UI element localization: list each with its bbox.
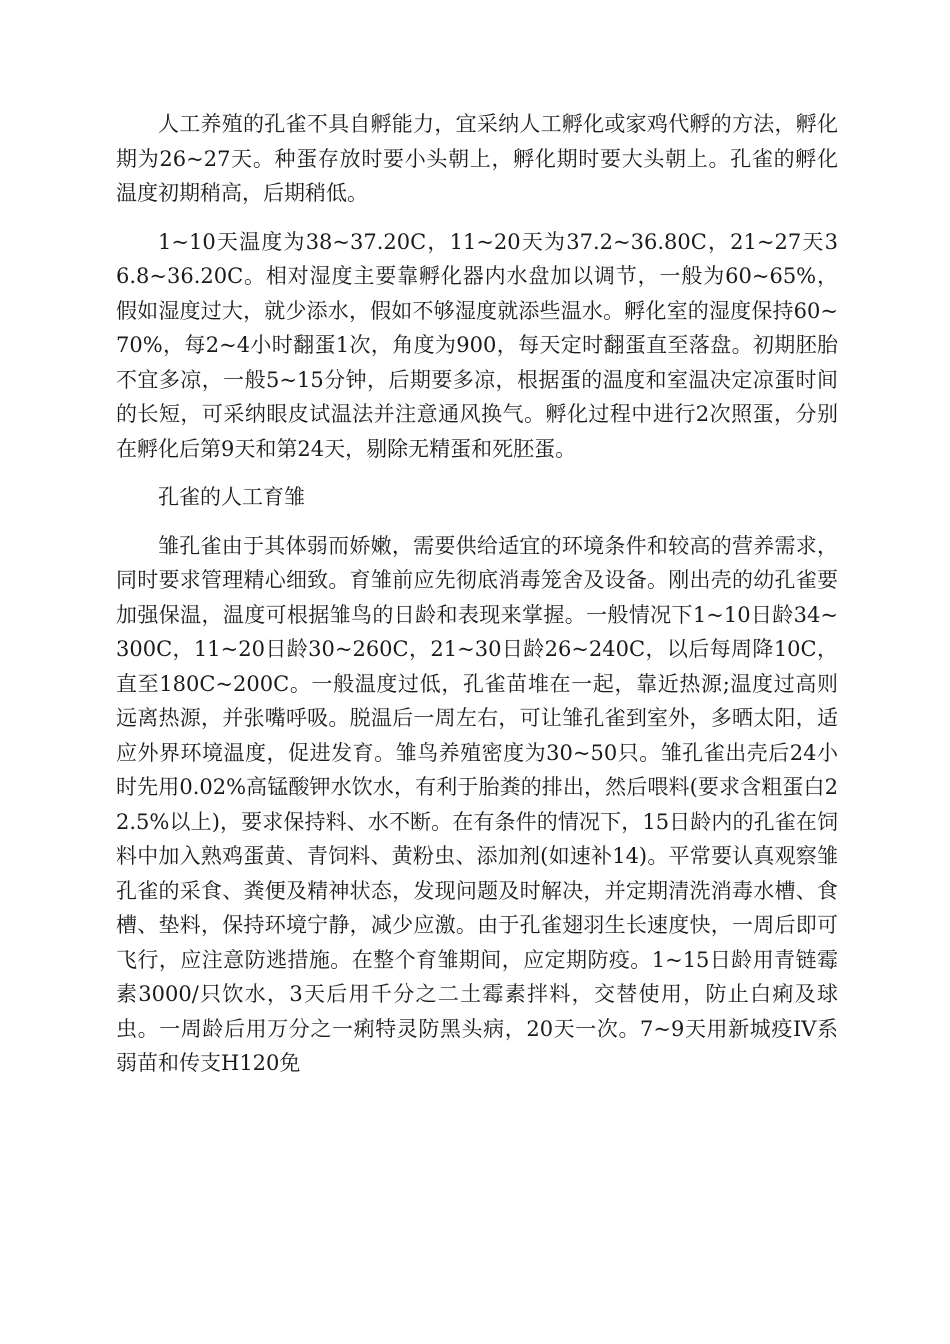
section-heading-brooding: 孔雀的人工育雏: [158, 485, 305, 509]
paragraph-hatching-method: 人工养殖的孔雀不具自孵能力，宜采纳人工孵化或家鸡代孵的方法，孵化期为26~27天。种蛋存放时要小头朝上，孵化期时要大头朝上。孔雀的孵化温度初期稍高，后期稍低。: [116, 112, 838, 205]
paragraph-hatching-conditions: 1~10天温度为38~37.20C，11~20天为37.2~36.80C，21~27天36.8~36.20C。相对湿度主要靠孵化器内水盘加以调节，一般为60~65%，假如湿度过大，就少添水，假如不够湿度就添些温水。孵化室的湿度保持60~70%，每2~4小时翻蛋1次，角度为900，每天定时翻蛋直至落盘。初期胚胎不宜多凉，一般5~15分钟，后期要多凉，根据蛋的温度和室温决定凉蛋时间的长短，可采纳眼皮试温法并注意通风换气。孵化过程中进行2次照蛋，分别在孵化后第9天和第24天，剔除无精蛋和死胚蛋。: [116, 229, 838, 461]
paragraph-brooding-management: 雏孔雀由于其体弱而娇嫩，需要供给适宜的环境条件和较高的营养需求，同时要求管理精心细致。育雏前应先彻底消毒笼舍及设备。刚出壳的幼孔雀要加强保温，温度可根据雏鸟的日龄和表现来掌握。一般情况下1~10日龄34~300C，11~20日龄30~260C，21~30日龄26~240C，以后每周降10C，直至180C~200C。一般温度过低，孔雀苗堆在一起，靠近热源;温度过高则远离热源，并张嘴呼吸。脱温后一周左右，可让雏孔雀到室外，多晒太阳，适应外界环境温度，促进发育。雏鸟养殖密度为30~50只。雏孔雀出壳后24小时先用0.02%高锰酸钾水饮水，有利于胎粪的排出，然后喂料(要求含粗蛋白22.5%以上)，要求保持料、水不断。在有条件的情况下，15日龄内的孔雀在饲料中加入熟鸡蛋黄、青饲料、黄粉虫、添加剂(如速补14)。平常要认真观察雏孔雀的采食、粪便及精神状态，发现问题及时解决，并定期清洗消毒水槽、食槽、垫料，保持环境宁静，减少应激。由于孔雀翅羽生长速度快，一周后即可飞行，应注意防逃措施。在整个育雏期间，应定期防疫。1~15日龄用青链霉素3000/只饮水，3天后用千分之二土霉素拌料，交替使用，防止白痢及球虫。一周龄后用万分之一痢特灵防黑头病，20天一次。7~9天用新城疫IV系弱苗和传支H120免: [116, 533, 838, 1075]
document-body: [116, 107, 838, 1081]
